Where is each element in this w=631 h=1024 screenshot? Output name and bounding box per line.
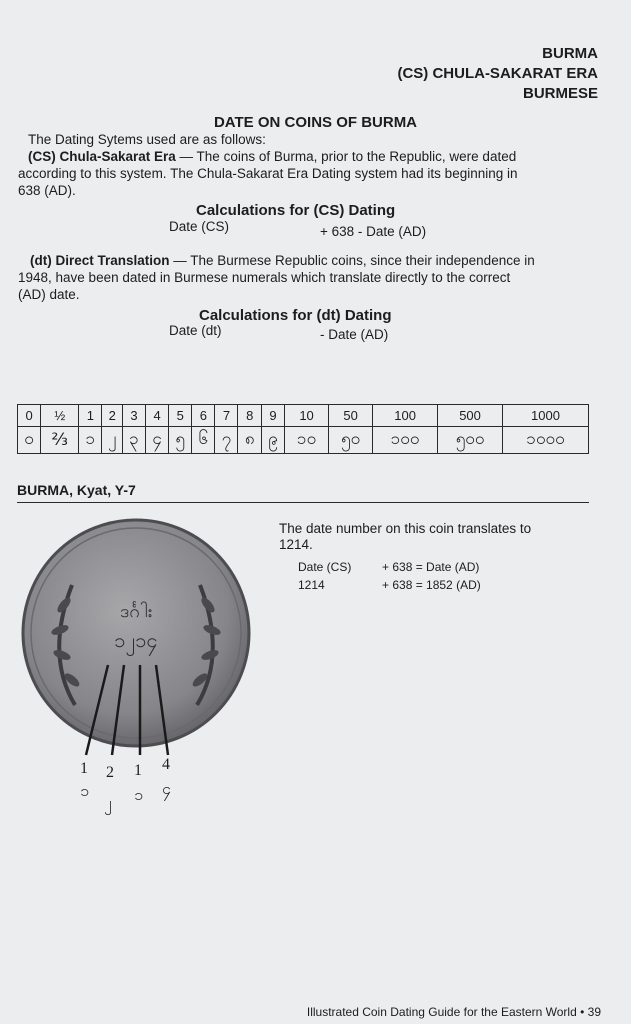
coin-burmese-digit-4: ၄ [162, 781, 171, 798]
page-title: DATE ON COINS OF BURMA [213, 114, 418, 131]
burmese-numeral: ၈ [238, 427, 261, 454]
coin-calc-row1-right: + 638 = Date (AD) [382, 560, 480, 574]
burmese-numeral: ၅ [169, 427, 192, 454]
arabic-numeral: 9 [261, 405, 284, 427]
coin-text-line2: 1214. [279, 537, 313, 552]
burmese-numeral: ၅၀၀ [438, 427, 503, 454]
svg-text:၁၂၁၄: ၁၂၁၄ [114, 628, 158, 652]
cs-calc-title: Calculations for (CS) Dating [196, 202, 396, 219]
burmese-numeral: ၁၀၀ [373, 427, 438, 454]
dt-term: (dt) Direct Translation [30, 253, 170, 268]
section-divider [17, 502, 589, 503]
coin-calc-row2-right: + 638 = 1852 (AD) [382, 578, 481, 592]
arabic-numeral: ½ [41, 405, 79, 427]
burmese-numeral: ⅔ [41, 427, 79, 454]
arabic-numeral: 7 [215, 405, 238, 427]
burmese-numeral: ၃ [122, 427, 145, 454]
arabic-numeral: 2 [102, 405, 122, 427]
dt-calc-title: Calculations for (dt) Dating [199, 307, 392, 324]
coin-calc-row1-left: Date (CS) [298, 560, 352, 574]
cs-calc-right: + 638 - Date (AD) [320, 224, 427, 239]
cs-calc-left: Date (CS) [169, 219, 230, 234]
arabic-numeral: 500 [438, 405, 503, 427]
dt-text1: — The Burmese Republic coins, since their independence in [169, 253, 535, 268]
arabic-numeral: 50 [329, 405, 373, 427]
burmese-numeral: ၀ [18, 427, 41, 454]
svg-text:ဒင်္ဂါး: ဒင်္ဂါး [119, 601, 153, 622]
arabic-numeral: 100 [373, 405, 438, 427]
coin-digit-2: 2 [106, 764, 114, 781]
coin-image [20, 515, 260, 765]
coin-digit-3: 1 [134, 762, 142, 779]
cs-text1: — The coins of Burma, prior to the Republic, were dated [175, 149, 517, 164]
burmese-numeral: ၉ [261, 427, 284, 454]
arabic-numeral: 1 [79, 405, 102, 427]
coin-description [279, 521, 599, 553]
arabic-numeral: 8 [238, 405, 261, 427]
coin-burmese-digit-3: ၁ [134, 787, 143, 804]
dt-calc-right: - Date (AD) [320, 327, 389, 342]
coin-burmese-digit-2: ၂ [104, 795, 112, 812]
intro-text: The Dating Sytems used are as follows: [28, 132, 266, 147]
coin-digit-1: 1 [80, 760, 88, 777]
dt-paragraph-line3: (AD) date. [18, 287, 80, 302]
burmese-numeral: ၅၀ [329, 427, 373, 454]
burmese-numeral-row [18, 427, 589, 454]
arabic-numeral: 3 [122, 405, 145, 427]
burmese-numeral: ၁ [79, 427, 102, 454]
section-title: BURMA, Kyat, Y-7 [17, 482, 136, 498]
arabic-numeral: 5 [169, 405, 192, 427]
cs-paragraph-line1 [28, 149, 516, 164]
arabic-numeral: 4 [146, 405, 169, 427]
burmese-numeral: ၇ [215, 427, 238, 454]
header-language: BURMESE [522, 85, 598, 102]
header-era: (CS) CHULA-SAKARAT ERA [397, 65, 598, 82]
arabic-numeral-row [18, 405, 589, 427]
coin-text-line1: The date number on this coin translates to [279, 521, 532, 536]
cs-paragraph-line3: 638 (AD). [18, 183, 76, 198]
arabic-numeral: 0 [18, 405, 41, 427]
header-country: BURMA [542, 45, 598, 62]
cs-paragraph-line2: according to this system. The Chula-Sakarat Era Dating system had its beginning in [18, 166, 518, 181]
burmese-numeral: ၁၀၀၀ [503, 427, 589, 454]
burmese-numeral: ၄ [146, 427, 169, 454]
dt-paragraph-line1 [30, 253, 535, 268]
arabic-numeral: 1000 [503, 405, 589, 427]
burmese-numeral: ၆ [192, 427, 215, 454]
burmese-numeral: ၂ [102, 427, 122, 454]
arabic-numeral: 10 [285, 405, 329, 427]
dt-paragraph-line2: 1948, have been dated in Burmese numerals which translate directly to the correct [18, 270, 511, 285]
cs-term: (CS) Chula-Sakarat Era [28, 149, 176, 164]
dt-calc-left: Date (dt) [169, 323, 222, 338]
page-footer: Illustrated Coin Dating Guide for the Eastern World • 39 [306, 1005, 601, 1019]
coin-calc-row2-left: 1214 [298, 578, 325, 592]
numeral-table [17, 404, 589, 454]
coin-burmese-digit-1: ၁ [80, 783, 89, 800]
coin-digit-4: 4 [162, 756, 170, 773]
arabic-numeral: 6 [192, 405, 215, 427]
burmese-numeral: ၁၀ [285, 427, 329, 454]
